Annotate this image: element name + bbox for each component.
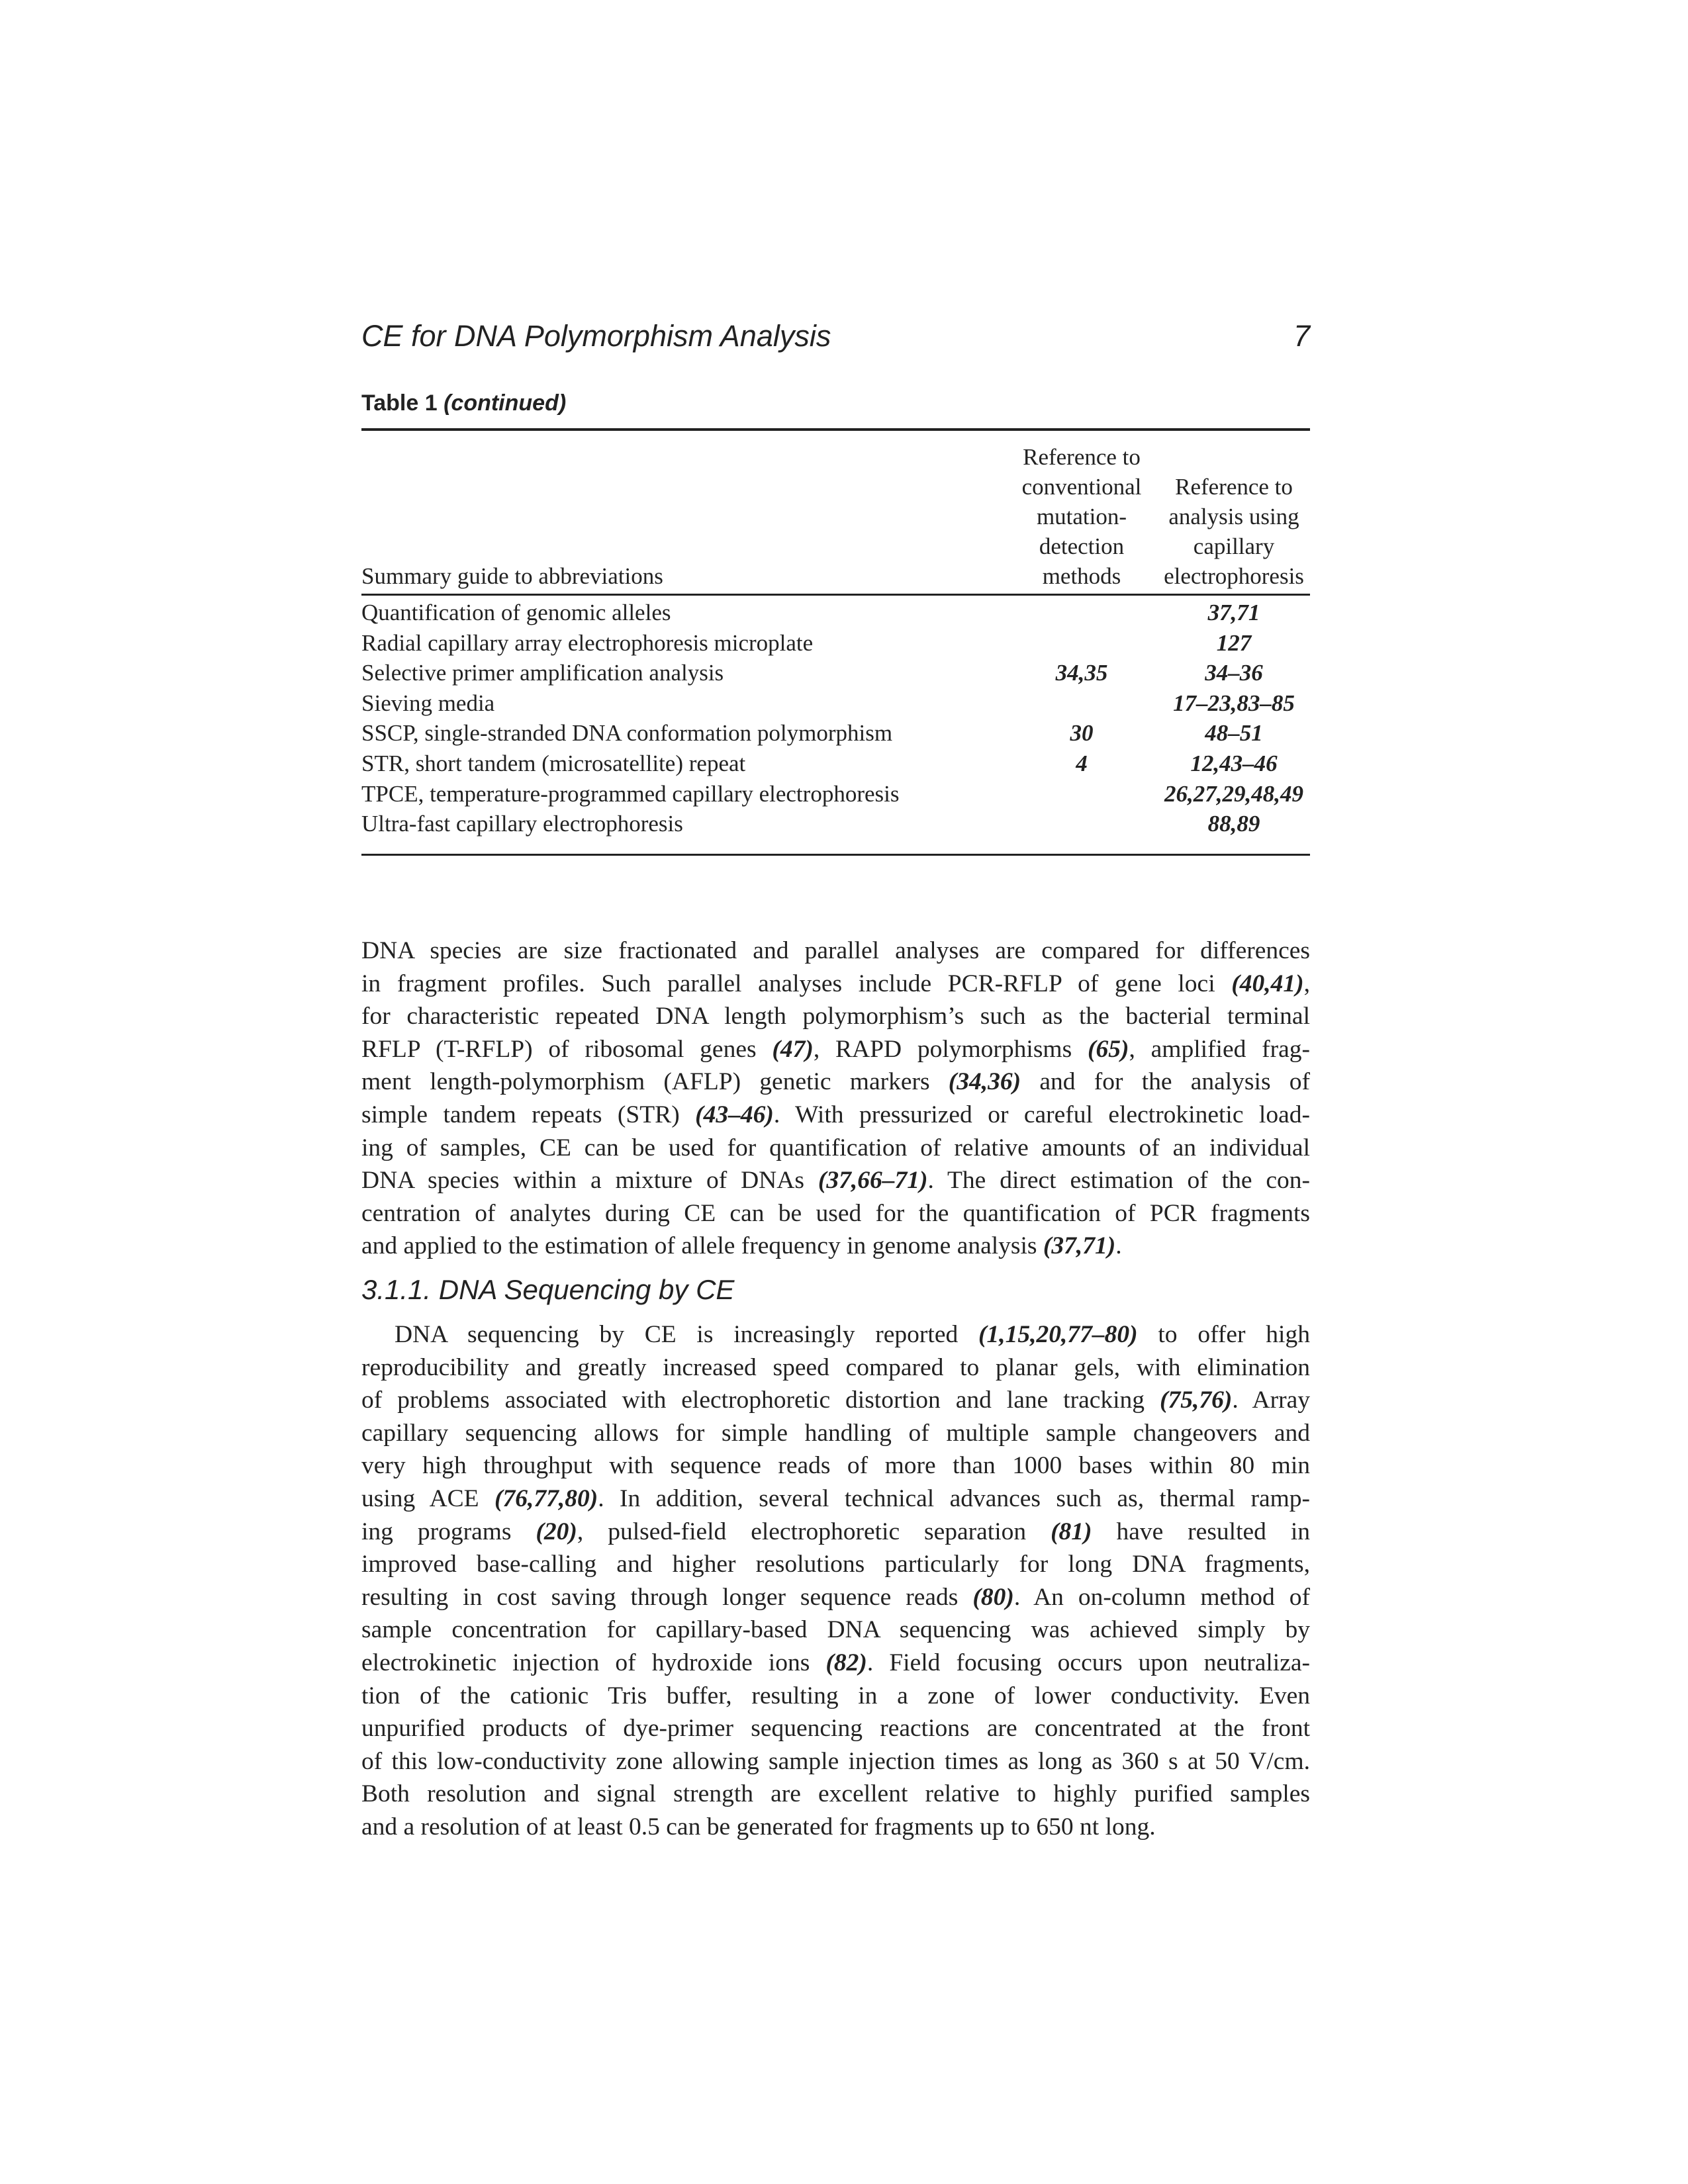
text-segment: . In addition, several technical advances such as, thermal ramp- (598, 1484, 1310, 1512)
text-line (361, 934, 1310, 968)
text-segment: and applied to the estimation of allele frequency in genome analysis (361, 1232, 1043, 1260)
citation-ref: (65) (1087, 1035, 1129, 1063)
table-row (361, 718, 1310, 749)
header-line: Reference to (1175, 474, 1293, 500)
citation-ref: (47) (772, 1035, 814, 1063)
section-heading: 3.1.1. DNA Sequencing by CE (361, 1274, 735, 1305)
text-segment: . With pressurized or careful electrokinetic load- (773, 1101, 1310, 1128)
table-row (361, 749, 1310, 779)
abbreviation-cell: TPCE, temperature-programmed capillary electrophoresis (361, 780, 900, 807)
citation-ref: (1,15,20,77–80) (978, 1321, 1138, 1348)
text-segment: . The direct estimation of the con- (927, 1167, 1310, 1195)
capillary-refs-cell: 88,89 (1207, 811, 1260, 837)
text-segment: very high throughput with sequence reads of more than 1000 bases within 80 min (361, 1452, 1310, 1480)
text-line (361, 1417, 1310, 1450)
header-line: Reference to (1023, 444, 1141, 470)
text-segment: , amplified frag- (1129, 1035, 1310, 1063)
text-segment: resulting in cost saving through longer sequence reads (361, 1583, 973, 1611)
text-segment: tion of the cationic Tris buffer, resulting in a zone of lower conductivity. Even (361, 1682, 1310, 1709)
text-line (361, 1647, 1310, 1680)
text-line (361, 1066, 1310, 1099)
conventional-refs-cell (1006, 591, 1158, 628)
header-line: electrophoresis (1164, 563, 1304, 589)
text-segment: capillary sequencing allows for simple handling of multiple sample changeovers and (361, 1419, 1310, 1447)
citation-ref: (37,71) (1043, 1232, 1116, 1260)
table-bottom-rule (361, 854, 1310, 856)
text-line (361, 1132, 1310, 1165)
capillary-refs-cell: 17–23,83–85 (1173, 690, 1295, 716)
text-line (361, 1680, 1310, 1713)
capillary-refs-cell: 37,71 (1207, 600, 1260, 625)
text-line (361, 1482, 1310, 1516)
paragraph-2 (361, 1318, 1310, 1844)
text-segment: , (1303, 970, 1310, 997)
text-line (361, 1000, 1310, 1033)
text-line (361, 1449, 1310, 1482)
text-segment: and a resolution of at least 0.5 can be generated for fragments up to 650 nt long. (361, 1813, 1156, 1841)
abbreviation-cell: Ultra-fast capillary electrophoresis (361, 811, 683, 837)
citation-ref: (80) (972, 1583, 1014, 1611)
abbreviation-cell: Quantification of genomic alleles (361, 600, 671, 625)
table-row (361, 809, 1310, 839)
table-header-row (361, 433, 1310, 591)
capillary-refs-cell: 34–36 (1205, 660, 1263, 686)
text-segment: , pulsed-field electrophoretic separation (577, 1518, 1051, 1545)
conventional-refs-cell (1006, 628, 1158, 659)
citation-ref: (34,36) (948, 1068, 1021, 1096)
text-line (361, 1811, 1310, 1844)
text-segment: centration of analytes during CE can be used for the quantification of PCR fragments (361, 1199, 1310, 1227)
table-title (361, 390, 566, 416)
text-segment: sample concentration for capillary-based DNA sequencing was achieved simply by (361, 1616, 1310, 1644)
citation-ref: (37,66–71) (818, 1167, 928, 1195)
table-row (361, 779, 1310, 809)
running-head-title: CE for DNA Polymorphism Analysis (361, 319, 831, 353)
text-line (361, 1581, 1310, 1614)
header-line: methods (1042, 563, 1121, 589)
header-summary: Summary guide to abbreviations (361, 563, 663, 589)
text-segment: Both resolution and signal strength are excellent relative to highly purified samples (361, 1780, 1310, 1808)
text-line (361, 1230, 1310, 1263)
text-segment: in fragment profiles. Such parallel analyses include PCR-RFLP of gene loci (361, 970, 1232, 997)
text-line (361, 1351, 1310, 1385)
citation-ref: (43–46) (695, 1101, 774, 1128)
text-segment: of this low-conductivity zone allowing sample injection times as long as 360 s at 50 V/cm. (361, 1747, 1310, 1775)
text-segment: DNA species are size fractionated and parallel analyses are compared for differences (361, 937, 1310, 964)
capillary-refs-cell: 127 (1216, 629, 1252, 656)
header-capillary (1158, 433, 1310, 591)
text-segment: . An on-column method of (1013, 1583, 1310, 1611)
text-line (361, 1712, 1310, 1745)
text-segment: simple tandem repeats (STR) (361, 1101, 696, 1128)
page-number: 7 (1293, 319, 1310, 353)
text-segment: , RAPD polymorphisms (813, 1035, 1088, 1063)
text-line (361, 968, 1310, 1001)
table-row (361, 658, 1310, 688)
abbreviation-cell: Sieving media (361, 690, 495, 716)
header-line: conventional (1021, 474, 1142, 500)
text-line (361, 1384, 1310, 1417)
table-label-suffix: (continued) (444, 390, 567, 416)
abbreviation-cell: SSCP, single-stranded DNA conformation polymorphism (361, 720, 893, 747)
text-line (361, 1516, 1310, 1549)
text-segment: have resulted in (1092, 1518, 1310, 1545)
text-segment: electrokinetic injection of hydroxide ions (361, 1649, 826, 1676)
text-line (361, 1614, 1310, 1647)
citation-ref: (75,76) (1159, 1387, 1233, 1414)
table-row (361, 591, 1310, 628)
conventional-refs-cell (1006, 779, 1158, 809)
capillary-refs-cell: 26,27,29,48,49 (1164, 780, 1303, 807)
text-line (361, 1318, 1310, 1351)
text-segment: RFLP (T-RFLP) of ribosomal genes (361, 1035, 773, 1063)
text-segment: ing programs (361, 1518, 536, 1545)
abbreviations-table (361, 433, 1310, 839)
text-segment: to offer high (1137, 1321, 1310, 1348)
text-line (361, 1197, 1310, 1230)
paragraph-1 (361, 934, 1310, 1263)
conventional-refs-cell (1006, 688, 1158, 719)
table-top-rule (361, 428, 1310, 431)
header-line: detection (1039, 533, 1125, 559)
text-line (361, 1033, 1310, 1066)
text-segment: of problems associated with electrophoretic distortion and lane tracking (361, 1387, 1160, 1414)
text-segment: ment length-polymorphism (AFLP) genetic markers (361, 1068, 949, 1096)
abbreviation-cell: Radial capillary array electrophoresis microplate (361, 629, 814, 656)
conventional-refs-cell: 4 (1076, 750, 1088, 776)
abbreviation-cell: Selective primer amplification analysis (361, 660, 724, 686)
table-row (361, 688, 1310, 719)
text-segment: unpurified products of dye-primer sequencing reactions are concentrated at the front (361, 1715, 1310, 1743)
citation-ref: (82) (825, 1649, 867, 1676)
header-line: analysis using (1168, 504, 1299, 529)
conventional-refs-cell: 30 (1070, 720, 1094, 747)
text-segment: for characteristic repeated DNA length polymorphism’s such as the bacterial terminal (361, 1003, 1310, 1030)
table-row (361, 628, 1310, 659)
text-segment: . Field focusing occurs upon neutraliza- (867, 1649, 1310, 1676)
text-line (361, 1778, 1310, 1811)
running-head (361, 319, 1310, 353)
text-line (361, 1745, 1310, 1778)
citation-ref: (40,41) (1231, 970, 1304, 997)
text-line (361, 1548, 1310, 1581)
conventional-refs-cell: 34,35 (1055, 660, 1108, 686)
text-line (361, 1099, 1310, 1132)
capillary-refs-cell: 48–51 (1205, 720, 1263, 747)
header-conventional (1006, 433, 1158, 591)
text-segment: using ACE (361, 1484, 494, 1512)
citation-ref: (20) (536, 1518, 577, 1545)
text-segment: and for the analysis of (1021, 1068, 1310, 1096)
citation-ref: (81) (1051, 1518, 1092, 1545)
abbreviation-cell: STR, short tandem (microsatellite) repeat (361, 750, 746, 776)
text-segment: reproducibility and greatly increased speed compared to planar gels, with elimination (361, 1353, 1310, 1381)
text-segment: ing of samples, CE can be used for quantification of relative amounts of an individual (361, 1134, 1310, 1161)
header-line: mutation- (1036, 504, 1127, 529)
text-segment: . (1115, 1232, 1122, 1260)
text-segment: . Array (1232, 1387, 1310, 1414)
citation-ref: (76,77,80) (494, 1484, 598, 1512)
text-segment: DNA species within a mixture of DNAs (361, 1167, 818, 1195)
header-line: capillary (1193, 533, 1275, 559)
text-segment: DNA sequencing by CE is increasingly reported (395, 1321, 978, 1348)
table-label: Table 1 (361, 390, 438, 416)
capillary-refs-cell: 12,43–46 (1190, 750, 1278, 776)
text-segment: improved base-calling and higher resolutions particularly for long DNA fragments, (361, 1551, 1310, 1578)
text-line (361, 1164, 1310, 1197)
conventional-refs-cell (1006, 809, 1158, 839)
